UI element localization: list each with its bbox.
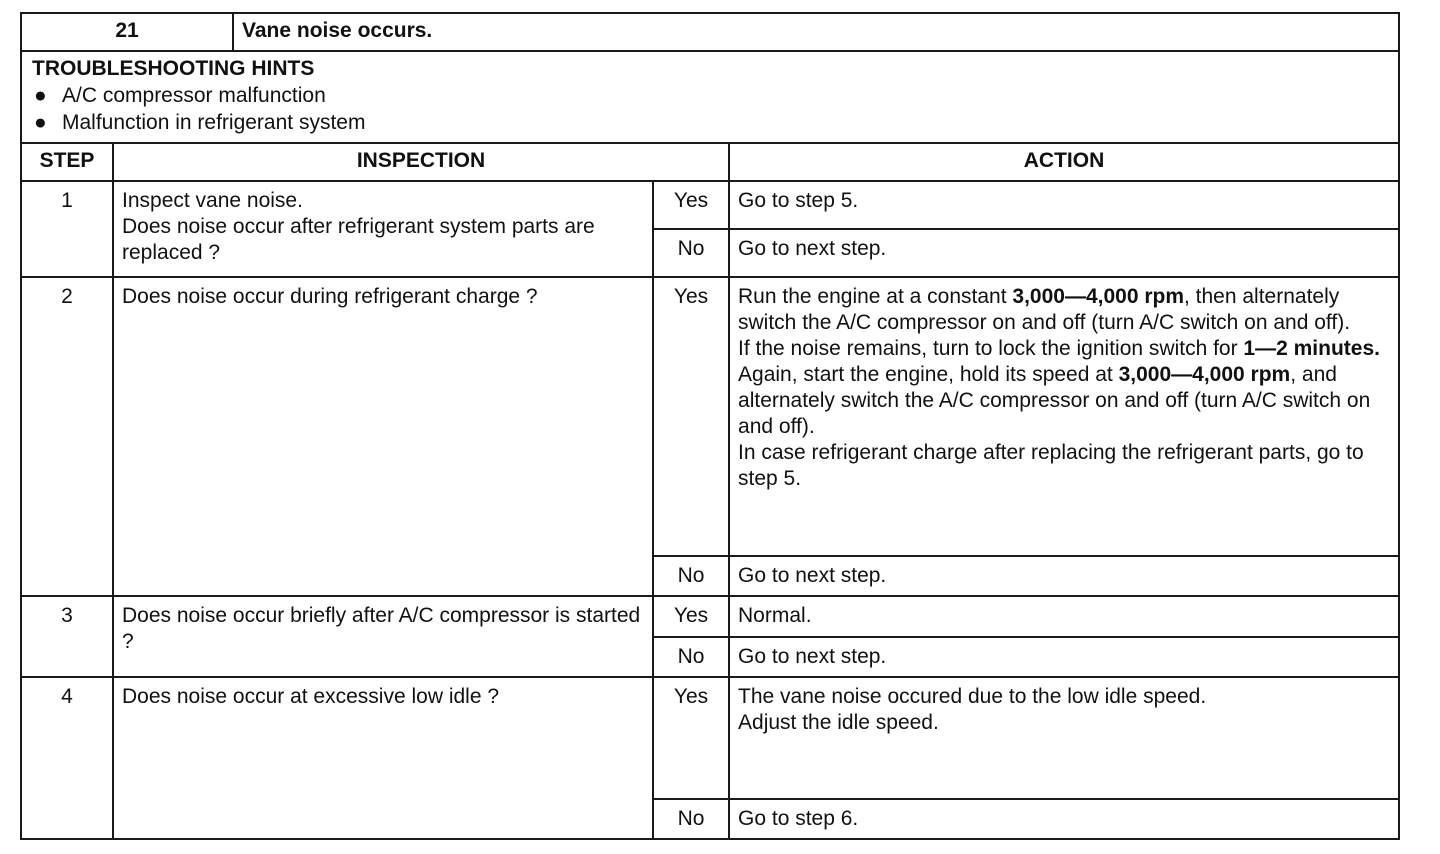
yes-action: Normal. <box>729 596 1399 637</box>
bullet-icon: ● <box>34 84 47 107</box>
action-text: Run the engine at a constant <box>738 285 1013 308</box>
yes-label: Yes <box>653 677 729 799</box>
no-action: Go to next step. <box>729 637 1399 677</box>
yes-action: Go to step 5. <box>729 181 1399 229</box>
no-label: No <box>653 556 729 596</box>
step-number: 4 <box>21 677 113 839</box>
hint-text: Malfunction in refrigerant system <box>62 111 366 134</box>
troubleshooting-table <box>20 12 1400 840</box>
step-number: 3 <box>21 596 113 677</box>
bullet-icon: ● <box>34 111 47 134</box>
action-text: . <box>1374 337 1380 360</box>
column-header-action: ACTION <box>729 143 1399 181</box>
step-3-yes-row <box>21 596 1399 637</box>
no-action: Go to step 6. <box>729 799 1399 839</box>
hints-list <box>32 82 1388 136</box>
hints-title: TROUBLESHOOTING HINTS <box>32 57 315 80</box>
action-paragraph <box>738 362 1390 440</box>
action-text: Again, start the engine, hold its speed at <box>738 363 1119 386</box>
no-label: No <box>653 799 729 839</box>
action-text: , then alternately switch the A/C compressor on and off (turn A/C switch on and off). <box>738 285 1351 334</box>
action-text: , and alternately switch the A/C compressor on and off (turn A/C switch on and off). <box>738 363 1371 438</box>
hint-item <box>32 109 1388 136</box>
yes-label: Yes <box>653 596 729 637</box>
procedure-title: Vane noise occurs. <box>233 13 1399 51</box>
yes-label: Yes <box>653 277 729 556</box>
action-paragraph: In case refrigerant charge after replacing the refrigerant parts, go to step 5. <box>738 441 1364 490</box>
action-emphasis: 3,000—4,000 rpm <box>1012 285 1184 308</box>
step-inspection: Does noise occur briefly after A/C compressor is started ? <box>113 596 653 677</box>
procedure-number: 21 <box>21 13 233 51</box>
step-4-yes-row <box>21 677 1399 799</box>
no-label: No <box>653 229 729 277</box>
no-action: Go to next step. <box>729 229 1399 277</box>
no-action: Go to next step. <box>729 556 1399 596</box>
hints-row <box>21 51 1399 143</box>
step-2-yes-row <box>21 277 1399 556</box>
step-number: 1 <box>21 181 113 277</box>
step-number: 2 <box>21 277 113 596</box>
no-label: No <box>653 637 729 677</box>
column-header-row <box>21 143 1399 181</box>
yes-action <box>729 277 1399 556</box>
action-line: The vane noise occured due to the low idle speed. <box>738 685 1207 708</box>
hint-item <box>32 82 1388 109</box>
step-inspection: Does noise occur at excessive low idle ? <box>113 677 653 839</box>
column-header-inspection: INSPECTION <box>113 143 729 181</box>
column-header-step: STEP <box>21 143 113 181</box>
troubleshooting-document <box>20 12 1398 840</box>
troubleshooting-hints <box>21 51 1399 143</box>
yes-label: Yes <box>653 181 729 229</box>
inspection-line: Inspect vane noise. <box>122 189 303 212</box>
step-1-yes-row <box>21 181 1399 229</box>
hint-text: A/C compressor malfunction <box>62 84 326 107</box>
step-inspection: Does noise occur during refrigerant charge ? <box>113 277 653 596</box>
inspection-line: Does noise occur after refrigerant system parts are replaced ? <box>122 215 595 264</box>
action-emphasis: 1—2 minutes <box>1243 337 1375 360</box>
action-line: Adjust the idle speed. <box>738 711 939 734</box>
step-inspection <box>113 181 653 277</box>
yes-action <box>729 677 1399 799</box>
action-paragraph <box>738 284 1390 336</box>
header-row <box>21 13 1399 51</box>
action-paragraph <box>738 336 1390 362</box>
action-emphasis: 3,000—4,000 rpm <box>1118 363 1291 386</box>
action-text: If the noise remains, turn to lock the ignition switch for <box>738 337 1244 360</box>
